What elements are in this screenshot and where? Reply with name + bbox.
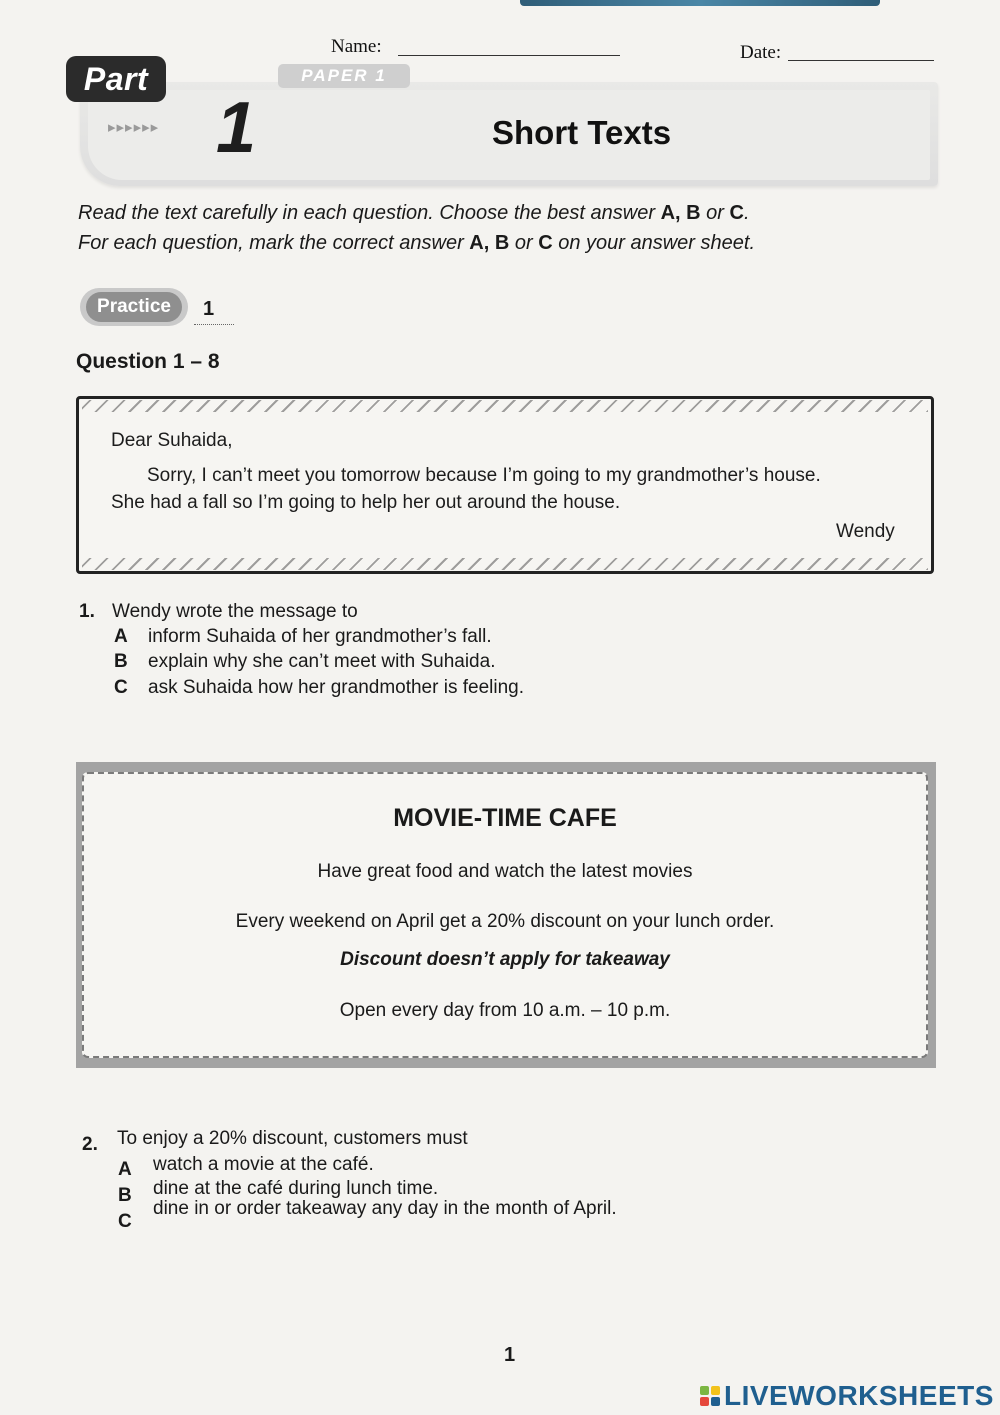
instruction-separator: , xyxy=(483,232,495,254)
message-line-2: She had a fall so I’m going to help her out around the house. xyxy=(111,492,621,513)
part-badge: Part xyxy=(66,56,166,102)
logo-square-red xyxy=(700,1397,709,1406)
name-field[interactable] xyxy=(398,54,620,56)
q1-option-c-text[interactable]: ask Suhaida how her grandmother is feeling. xyxy=(148,677,525,698)
instruction-option-a: A xyxy=(469,232,484,254)
cafe-discount-note: Discount doesn’t apply for takeaway xyxy=(340,949,670,970)
page-number: 1 xyxy=(504,1344,516,1366)
arrow-decoration-icon: ▸▸▸▸▸▸ xyxy=(108,119,160,136)
logo-square-blue xyxy=(711,1397,720,1406)
instruction-option-a: A xyxy=(660,202,676,224)
instruction-separator: , xyxy=(675,202,687,224)
q1-number: 1. xyxy=(79,601,95,622)
section-title: Short Texts xyxy=(492,114,672,151)
instruction-line-1 xyxy=(78,202,750,225)
q1-option-b-text[interactable]: explain why she can’t meet with Suhaida. xyxy=(148,651,496,672)
cafe-tagline: Have great food and watch the latest movies xyxy=(317,861,693,882)
cafe-hours: Open every day from 10 a.m. – 10 p.m. xyxy=(339,1000,671,1021)
date-label: Date: xyxy=(740,42,782,63)
message-signature: Wendy xyxy=(836,521,895,542)
q2-text: To enjoy a 20% discount, customers must xyxy=(117,1128,468,1149)
practice-dotted-line xyxy=(194,324,234,325)
instruction-text: For each question, mark the correct answer xyxy=(78,232,470,254)
part-number: 1 xyxy=(216,88,257,168)
practice-label: Practice xyxy=(86,292,182,322)
logo-square-green xyxy=(700,1386,709,1395)
q1-option-a-text[interactable]: inform Suhaida of her grandmother’s fall. xyxy=(148,626,492,647)
q2-option-a-text[interactable]: watch a movie at the café. xyxy=(153,1154,374,1175)
message-border-pattern-top xyxy=(82,400,928,412)
instruction-text: or xyxy=(509,232,539,254)
instruction-option-c: C xyxy=(538,232,553,254)
cafe-title: MOVIE-TIME CAFE xyxy=(393,804,617,832)
q2-number: 2. xyxy=(82,1134,98,1155)
paper-tag: PAPER 1 xyxy=(278,64,410,88)
instruction-text: or xyxy=(700,202,730,224)
instruction-option-c: C xyxy=(729,202,744,224)
q2-option-c-letter[interactable]: C xyxy=(118,1211,132,1232)
instruction-text: Read the text carefully in each question. Choose the best answer xyxy=(78,202,661,224)
logo-square-yellow xyxy=(711,1386,720,1395)
liveworksheets-logo-icon xyxy=(700,1386,720,1406)
message-line-1: Sorry, I can’t meet you tomorrow because I’m going to my grandmother’s house. xyxy=(147,465,821,486)
instruction-text: . xyxy=(743,202,750,224)
q2-option-a-letter[interactable]: A xyxy=(118,1159,132,1180)
cafe-offer: Every weekend on April get a 20% discount on your lunch order. xyxy=(235,911,775,932)
name-label: Name: xyxy=(331,36,382,57)
instruction-option-b: B xyxy=(494,232,510,254)
message-border-pattern-bottom xyxy=(82,558,928,570)
instruction-text: on your answer sheet. xyxy=(552,232,756,254)
question-range-heading: Question 1 – 8 xyxy=(76,350,220,373)
q1-text: Wendy wrote the message to xyxy=(112,601,358,622)
instruction-option-b: B xyxy=(686,202,701,224)
date-field[interactable] xyxy=(788,59,934,61)
top-decoration-strip xyxy=(520,0,880,6)
message-greeting: Dear Suhaida, xyxy=(111,430,233,451)
instruction-line-2 xyxy=(78,232,755,255)
q2-option-b-text[interactable]: dine at the café during lunch time. xyxy=(153,1178,439,1199)
q1-option-b-letter[interactable]: B xyxy=(114,651,128,672)
q1-option-a-letter[interactable]: A xyxy=(114,626,128,647)
q2-option-b-letter[interactable]: B xyxy=(118,1185,132,1206)
q2-option-c-text[interactable]: dine in or order takeaway any day in the month of April. xyxy=(153,1198,617,1219)
q1-option-c-letter[interactable]: C xyxy=(114,677,128,698)
brand-watermark[interactable]: LIVEWORKSHEETS xyxy=(724,1380,994,1411)
practice-number: 1 xyxy=(203,298,215,320)
